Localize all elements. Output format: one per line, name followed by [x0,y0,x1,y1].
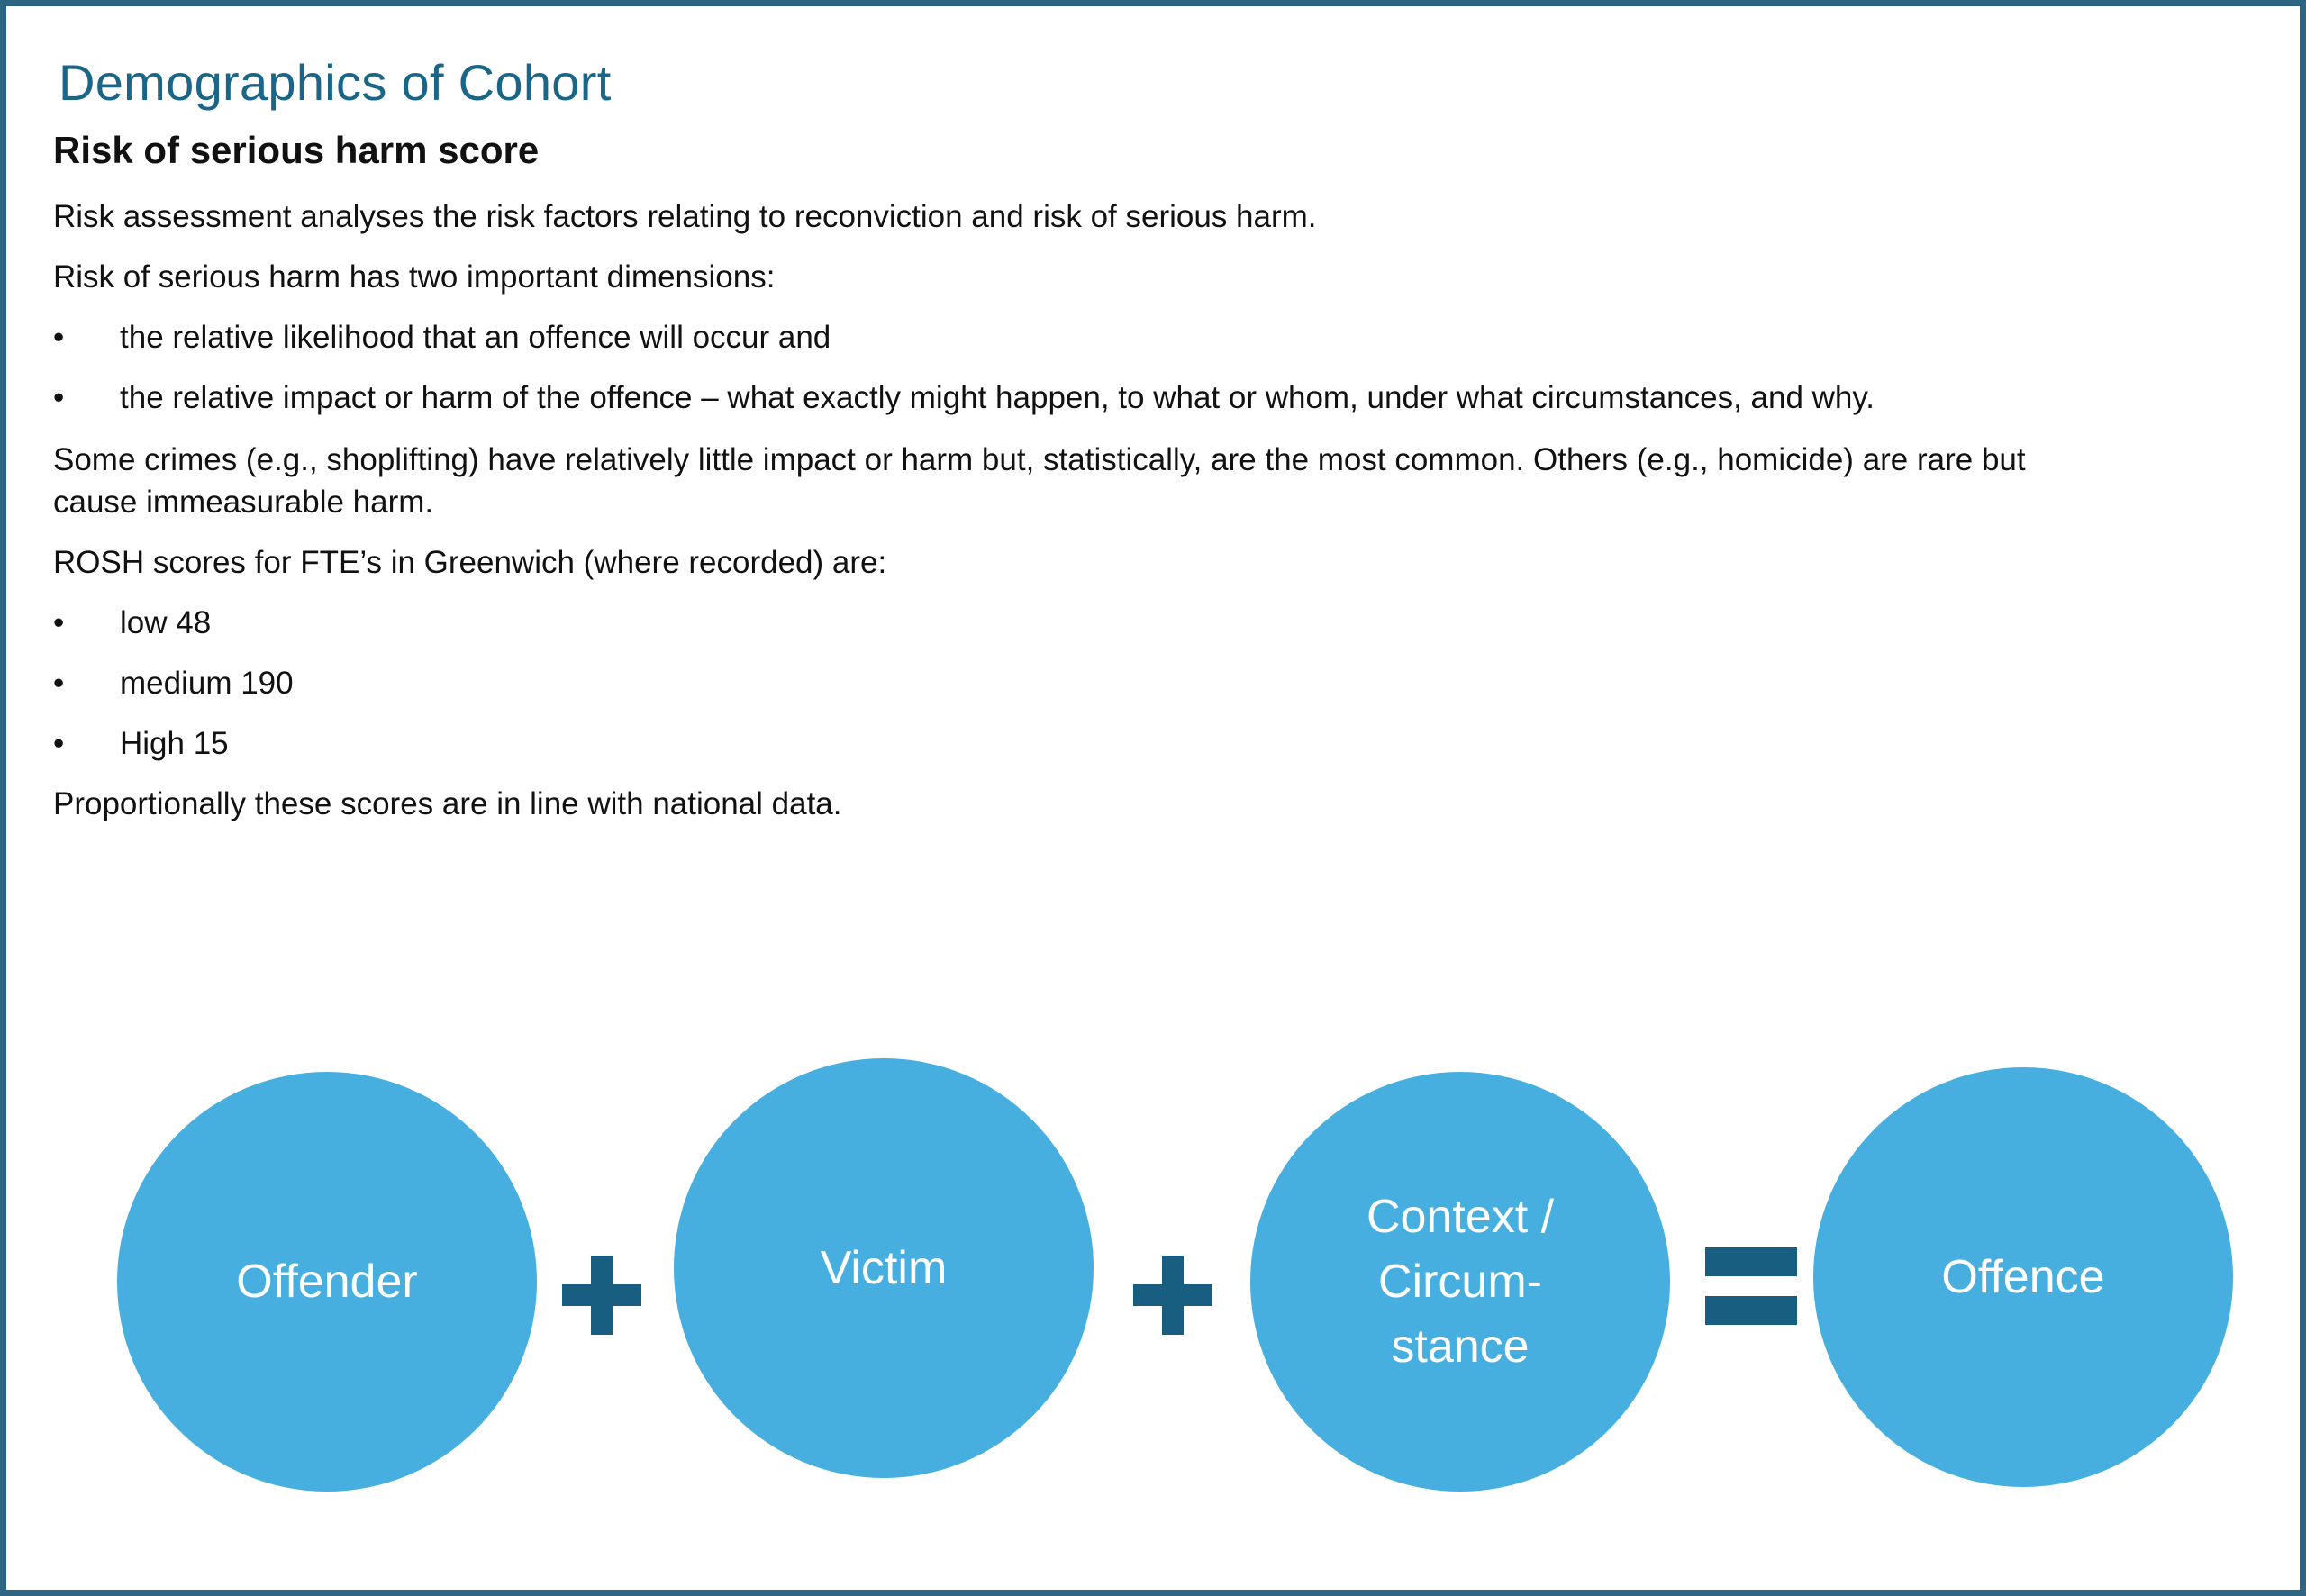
rosh-intro: ROSH scores for FTE’s in Greenwich (where recorded) are: [53,545,887,580]
offence-label: Offence [1941,1251,2105,1303]
context-label-line-1: Context / [1366,1191,1555,1243]
bullet-text: the relative likelihood that an offence will occur and [120,320,831,355]
bullet-text: High 15 [120,726,229,761]
bullet-text: medium 190 [120,666,294,701]
bullet-icon: • [53,726,65,761]
bullet-icon: • [53,380,65,415]
bullet-text: the relative impact or harm of the offence – what exactly might happen, to what or whom, under what circumstances, and why. [120,380,1875,415]
bullet-icon: • [53,605,65,640]
crimes-paragraph-line-2: cause immeasurable harm. [53,485,434,520]
bullet-text: low 48 [120,605,212,640]
plus-icon [562,1256,641,1335]
offender-circle [117,1072,537,1492]
offence-circle [1813,1067,2233,1487]
crimes-paragraph-line-1: Some crimes (e.g., shoplifting) have relatively little impact or harm but, statistically, are the most common. Others (e.g., homicide) are rare but [53,442,2026,477]
plus-icon [1133,1256,1212,1335]
context-label [1366,1184,1554,1379]
dimensions-intro: Risk of serious harm has two important dimensions: [53,259,776,295]
context-label-line-2: Circum- [1378,1256,1542,1308]
section-subtitle: Risk of serious harm score [53,129,540,171]
bullet-icon: • [53,666,65,701]
conclusion-paragraph: Proportionally these scores are in line with national data. [53,786,842,821]
victim-circle [674,1058,1094,1478]
bullet-icon: • [53,320,65,355]
context-circumstance-circle [1250,1072,1670,1492]
context-label-line-3: stance [1391,1320,1530,1373]
intro-paragraph: Risk assessment analyses the risk factors relating to reconviction and risk of serious harm. [53,199,1317,234]
page-title: Demographics of Cohort [59,54,612,111]
victim-label: Victim [820,1242,948,1294]
offender-label: Offender [236,1256,418,1308]
equals-icon [1705,1247,1797,1325]
